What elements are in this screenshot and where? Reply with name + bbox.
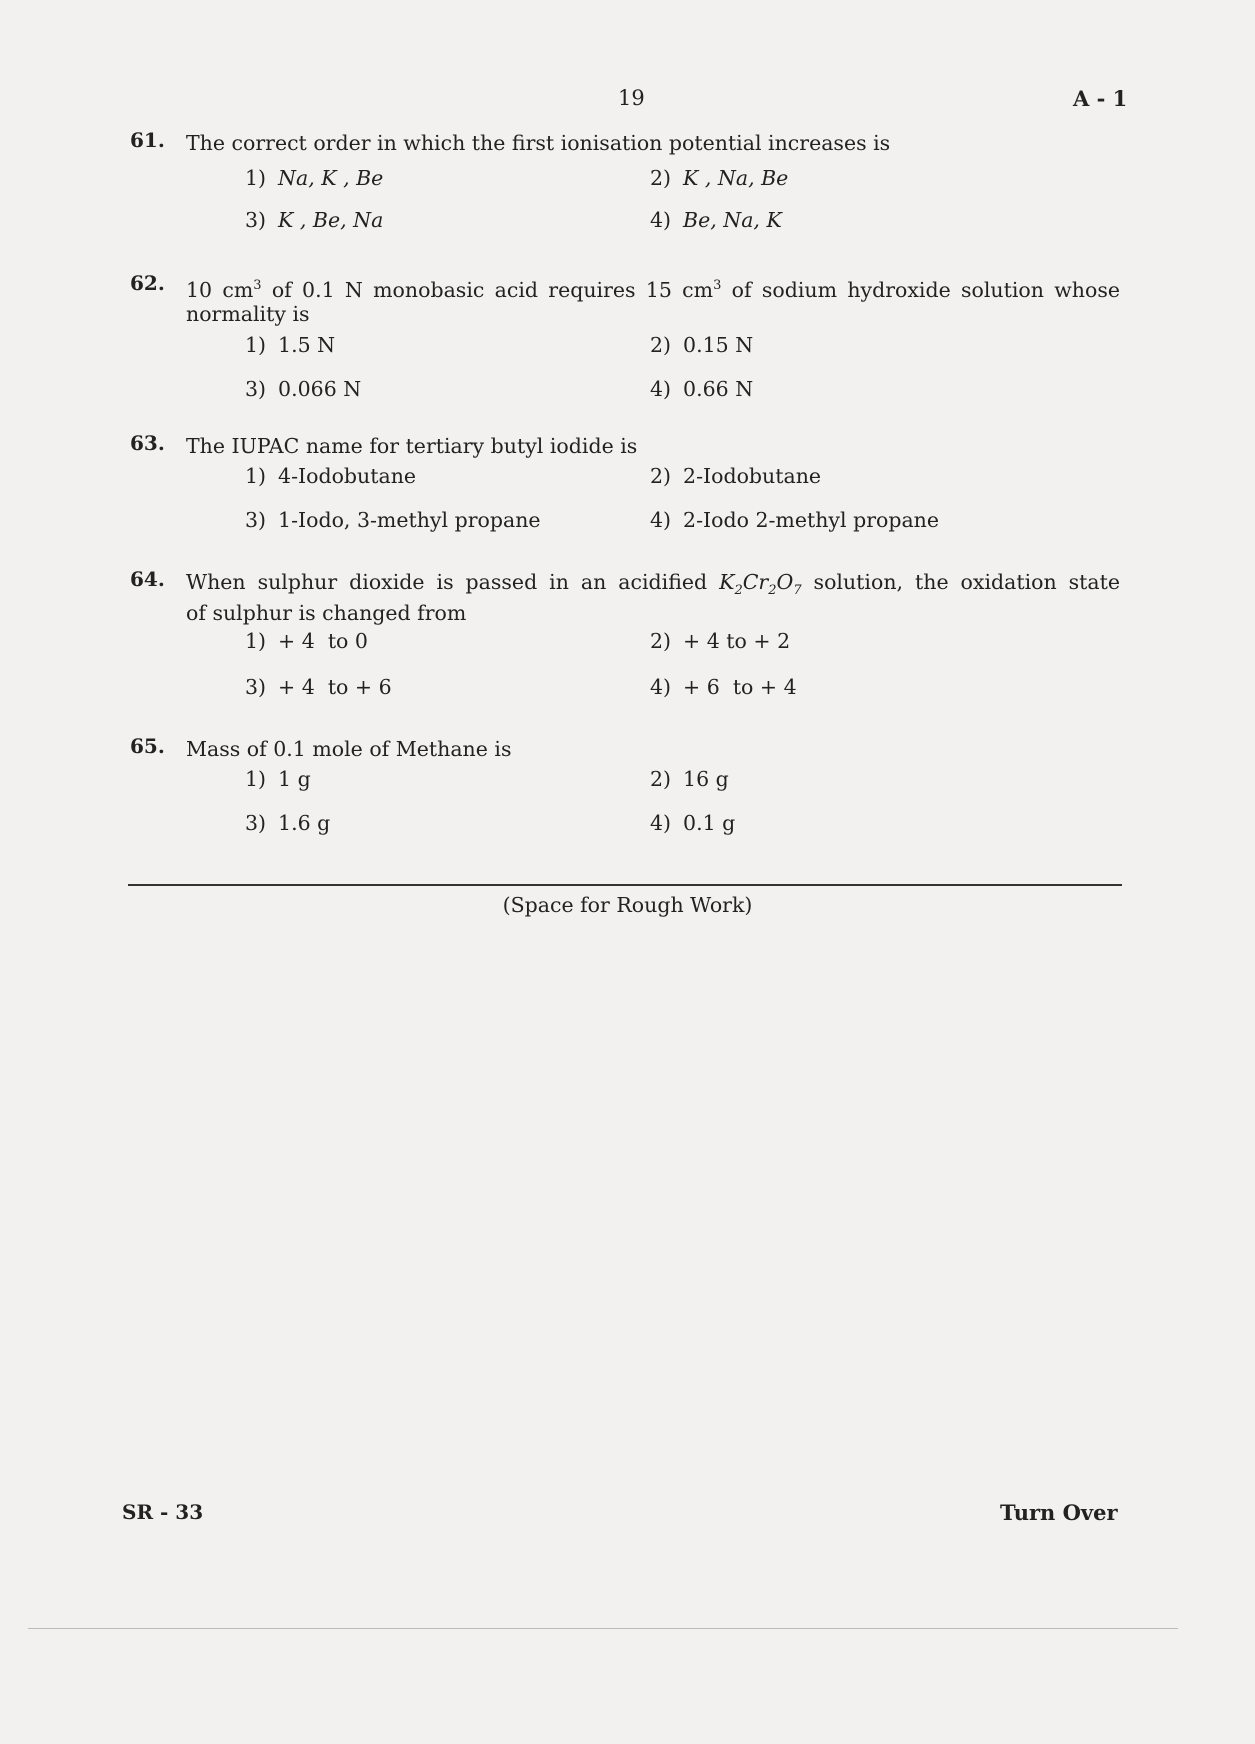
option-label: 3) — [245, 208, 267, 232]
option-4 — [650, 508, 939, 532]
question-number: 63. — [130, 431, 165, 455]
option-text: + 4 to + 6 — [278, 675, 392, 699]
option-text: 1-Iodo, 3-methyl propane — [278, 508, 541, 532]
turn-over-label: Turn Over — [1000, 1500, 1118, 1525]
option-4 — [650, 675, 797, 699]
rough-work-label: (Space for Rough Work) — [502, 893, 753, 917]
rough-work-divider — [128, 884, 1122, 886]
question-text-line2: of sulphur is changed from — [186, 601, 467, 625]
option-1 — [245, 767, 311, 791]
question-61 — [130, 128, 1120, 248]
option-4 — [650, 377, 753, 401]
option-label: 1) — [245, 629, 267, 653]
question-number: 64. — [130, 567, 165, 591]
question-63 — [130, 431, 1120, 541]
option-label: 2) — [650, 166, 672, 190]
option-3 — [245, 811, 330, 835]
option-text: 0.66 N — [683, 377, 754, 401]
option-4 — [650, 208, 782, 232]
question-text: 10 $cm^3$ of 0.1 N monobasic acid requires 15 $cm^3$ of sodium hydroxide solution whose — [186, 277, 1120, 302]
option-3 — [245, 208, 383, 232]
option-label: 1) — [245, 333, 267, 357]
question-number: 62. — [130, 271, 165, 295]
option-text: 4-Iodobutane — [278, 464, 417, 488]
option-text: K , Be, Na — [278, 208, 384, 232]
option-2 — [650, 333, 753, 357]
option-text: 1.5 N — [278, 333, 336, 357]
option-text: 1.6 g — [278, 811, 331, 835]
option-1 — [245, 333, 335, 357]
option-text: 16 g — [683, 767, 729, 791]
question-text: When sulphur dioxide is passed in an acidified $K_2Cr_2O_7$ solution, the oxidation state — [186, 570, 1120, 599]
option-text: K , Na, Be — [683, 166, 789, 190]
option-text: Be, Na, K — [683, 208, 782, 232]
option-text: Na, K , Be — [278, 166, 384, 190]
option-4 — [650, 811, 735, 835]
option-text: + 4 to + 2 — [683, 629, 791, 653]
question-text: Mass of 0.1 mole of Methane is — [186, 737, 512, 761]
question-text-line2: normality is — [186, 302, 310, 326]
option-3 — [245, 377, 361, 401]
question-number: 65. — [130, 734, 165, 758]
option-label: 3) — [245, 675, 267, 699]
option-2 — [650, 767, 729, 791]
option-text: 0.15 N — [683, 333, 754, 357]
option-label: 1) — [245, 767, 267, 791]
question-number: 61. — [130, 128, 165, 152]
option-text: + 4 to 0 — [278, 629, 368, 653]
question-text: The correct order in which the first ionisation potential increases is — [186, 131, 891, 155]
option-label: 4) — [650, 208, 672, 232]
option-label: 3) — [245, 508, 267, 532]
set-code: A - 1 — [1073, 86, 1128, 111]
option-text: 0.066 N — [278, 377, 362, 401]
bottom-edge-line — [28, 1628, 1178, 1629]
option-label: 2) — [650, 464, 672, 488]
option-2 — [650, 166, 788, 190]
option-label: 4) — [650, 811, 672, 835]
page-number: 19 — [618, 86, 645, 110]
option-label: 3) — [245, 377, 267, 401]
option-label: 2) — [650, 767, 672, 791]
option-2 — [650, 629, 790, 653]
question-65 — [130, 734, 1120, 854]
option-label: 1) — [245, 464, 267, 488]
option-1 — [245, 629, 368, 653]
option-label: 4) — [650, 508, 672, 532]
option-label: 4) — [650, 675, 672, 699]
option-2 — [650, 464, 821, 488]
question-text: The IUPAC name for tertiary butyl iodide is — [186, 434, 638, 458]
option-label: 3) — [245, 811, 267, 835]
option-label: 1) — [245, 166, 267, 190]
option-label: 4) — [650, 377, 672, 401]
question-62 — [130, 271, 1120, 411]
option-text: + 6 to + 4 — [683, 675, 797, 699]
option-1 — [245, 166, 383, 190]
option-label: 2) — [650, 629, 672, 653]
option-text: 2-Iodo 2-methyl propane — [683, 508, 940, 532]
option-1 — [245, 464, 416, 488]
option-text: 1 g — [278, 767, 311, 791]
option-label: 2) — [650, 333, 672, 357]
option-3 — [245, 675, 392, 699]
series-code: SR - 33 — [122, 1500, 204, 1524]
dichromate-formula: $K_2Cr_2O_7$ — [719, 570, 802, 599]
option-3 — [245, 508, 541, 532]
option-text: 0.1 g — [683, 811, 736, 835]
question-64 — [130, 567, 1120, 717]
option-text: 2-Iodobutane — [683, 464, 822, 488]
